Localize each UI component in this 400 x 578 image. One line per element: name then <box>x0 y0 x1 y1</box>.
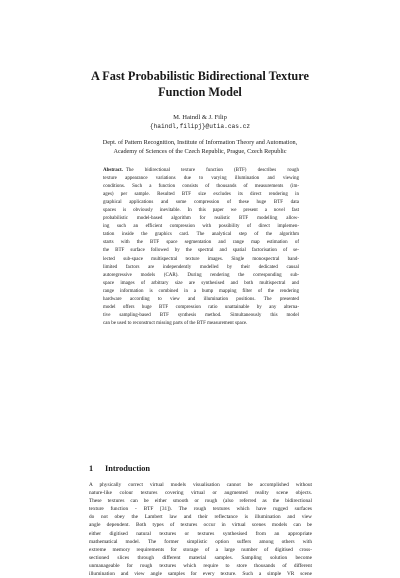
introduction-body <box>89 481 312 578</box>
abstract-line-text: probabilistic model-based algorithm for realistic BTF modelling allow- <box>103 216 299 222</box>
abstract <box>103 167 299 328</box>
body-line: do not obey the Lambert law and their reflectance is illumination and view <box>89 514 312 521</box>
body-line: either digitised natural textures or textures synthesised from an appropriate <box>89 530 312 537</box>
abstract-line <box>103 296 299 304</box>
abstract-line-text: can be used to reconstruct missing parts of the BTF measurement space. <box>103 320 248 326</box>
abstract-line <box>103 239 299 247</box>
abstract-line <box>103 167 299 175</box>
abstract-line-text: graphical applications and some compression of these huge BTF data <box>103 200 299 206</box>
abstract-line <box>103 320 299 328</box>
abstract-line <box>103 312 299 320</box>
paper-title <box>0 68 400 100</box>
abstract-line <box>103 272 299 280</box>
title-line-2: Function Model <box>158 85 242 99</box>
abstract-line-text: The bidirectional texture function (BTF) describes rough <box>125 168 299 173</box>
abstract-line <box>103 207 299 215</box>
abstract-line-text: the BTF surface followed by the spectral and spatial factorisation of se- <box>103 248 299 254</box>
abstract-line-text: ages) per sample. Resulted BTF size excludes its direct rendering in <box>103 192 299 198</box>
body-line: extreme memory requirements for storage of a large number of digitised cross- <box>89 546 312 553</box>
abstract-line <box>103 183 299 191</box>
body-line: These textures can be either smooth or rough (also referred as the bidirectional <box>89 498 312 505</box>
abstract-line <box>103 199 299 207</box>
abstract-line <box>103 215 299 223</box>
abstract-line-text: limited factors are independently modelled by their dedicated causal <box>103 264 299 270</box>
author-emails: {haindl,filipj}@utia.cas.cz <box>149 122 251 130</box>
abstract-line-text: spaces is obviously inevitable. In this paper we present a novel fast <box>103 208 299 214</box>
section-heading <box>89 464 150 474</box>
body-line: A physically correct virtual models visualisation cannot be accomplished without <box>89 482 312 488</box>
title-line-1: A Fast Probabilistic Bidirectional Texture <box>91 69 309 83</box>
abstract-line <box>103 264 299 272</box>
abstract-line <box>103 304 299 312</box>
abstract-line <box>103 223 299 231</box>
author-names: M. Haindl & J. Filip <box>173 114 227 121</box>
abstract-line-text: range information is combined in a bump mapping filter of the rendering <box>103 288 299 294</box>
abstract-line-text: tive sampling-based BTF synthesis method. Simultaneously this model <box>103 312 299 318</box>
abstract-line-text: lected sub-space multispectral texture images. Single monospectral band- <box>103 256 299 262</box>
abstract-line-text: hardware according to view and illumination positions. The presented <box>103 296 299 302</box>
body-line: mathematical model. The former simplistic option suffers among others with <box>89 538 312 545</box>
abstract-label: Abstract. <box>103 168 123 173</box>
abstract-line <box>103 288 299 296</box>
body-line: texture function - BTF [31]). The rough textures which have rugged surfaces <box>89 506 312 513</box>
abstract-line-text: ing such an efficient compression with possibility of direct implemen- <box>103 224 299 230</box>
affiliation-block <box>0 139 400 157</box>
abstract-line-text: tation inside the graphics card. The analytical step of the algorithm <box>103 232 299 238</box>
abstract-line <box>103 280 299 288</box>
abstract-line-text: starts with the BTF space segmentation and range map estimation of <box>103 240 299 246</box>
affiliation-line-2: Academy of Sciences of the Czech Republic, Prague, Czech Republic <box>113 147 287 155</box>
body-line: illumination and view angle samples for every texture. Such a simple VR scene <box>89 571 312 578</box>
abstract-line-text: model offers huge BTF compression ratio unattainable by any alterna- <box>103 304 299 310</box>
abstract-line <box>103 175 299 183</box>
section-title: Introduction <box>105 464 151 473</box>
body-line: angle dependent. Both types of textures occur in virtual scenes models can be <box>89 522 312 529</box>
section-number: 1 <box>89 464 94 473</box>
abstract-line-text: space images of arbitrary size are synthesised and both multispectral and <box>103 280 299 286</box>
affiliation-line-1: Dept. of Pattern Recognition, Institute of Information Theory and Automation, <box>102 139 298 146</box>
abstract-line <box>103 231 299 239</box>
abstract-line <box>103 256 299 264</box>
abstract-line-text: autoregressive models (CAR). During rendering the corresponding sub- <box>103 272 299 278</box>
body-line: sectioned slices through different material samples. Sampling solution become <box>89 554 312 561</box>
abstract-line-text: conditions. Such a function consists of thousands of measurements (im- <box>103 184 299 190</box>
abstract-line-text: texture appearance variations due to varying illumination and viewing <box>103 176 299 182</box>
author-block <box>0 114 400 131</box>
abstract-line <box>103 247 299 255</box>
body-line: nature-like colour textures covering virtual or augmented reality scene objects. <box>89 490 312 497</box>
body-line: unmanageable for rough textures which require to store thousands of different <box>89 562 312 569</box>
abstract-line <box>103 191 299 199</box>
